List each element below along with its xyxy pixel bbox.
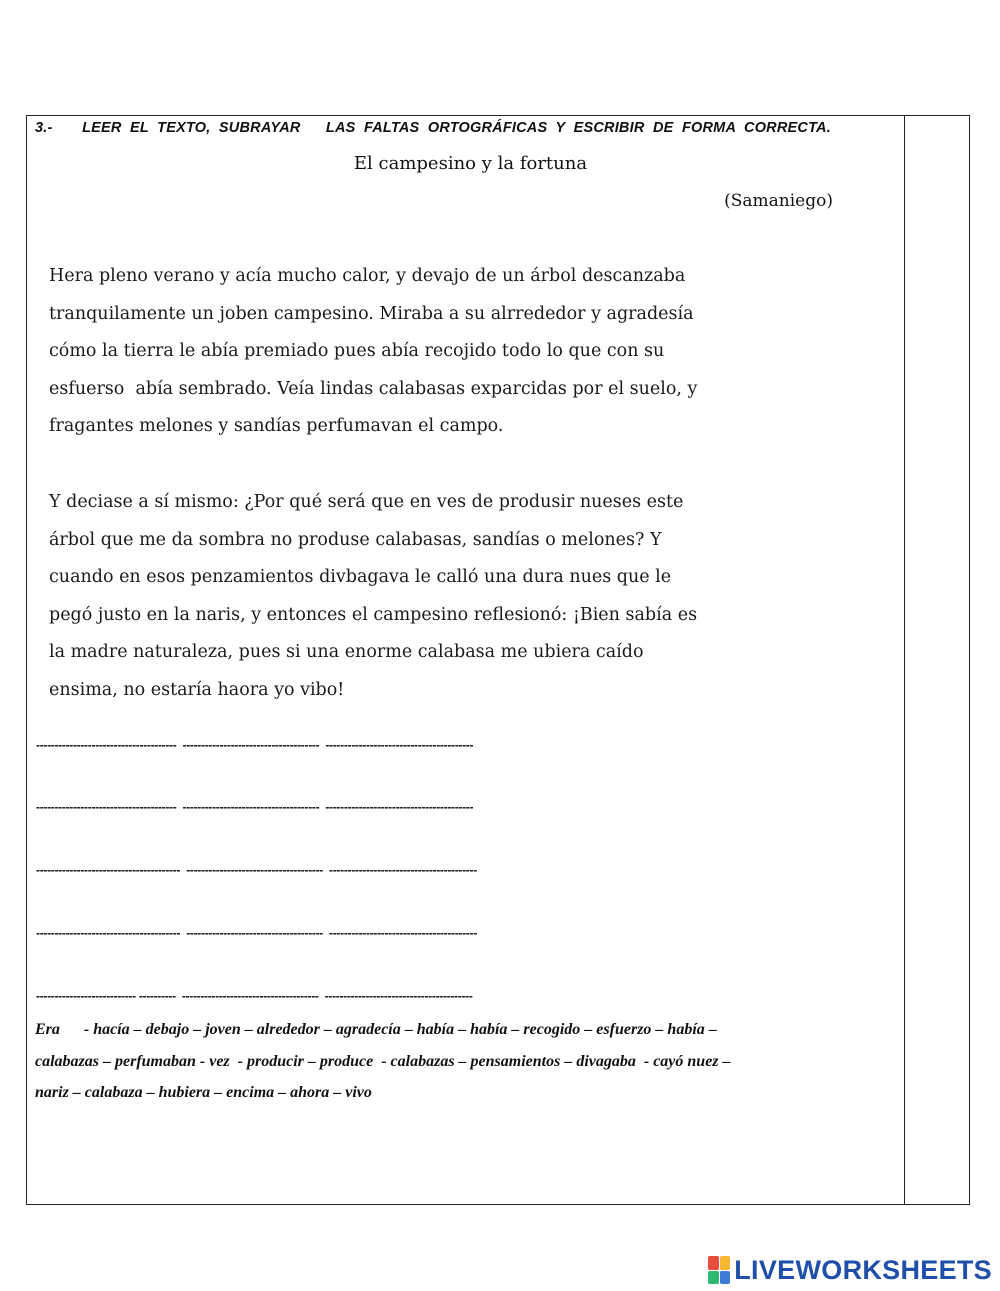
paragraph-line: Hera pleno verano y acía mucho calor, y devajo de un árbol descanzaba — [49, 266, 686, 286]
paragraph-line: árbol que me da sombra no produse calabasas, sandías o melones? Y — [49, 529, 662, 550]
paragraph-line: ensima, no estaría haora yo vibo! — [49, 679, 345, 700]
liveworksheets-logo-icon — [708, 1256, 730, 1284]
side-column-divider — [904, 116, 905, 1204]
paragraph-line: esfuerso abía sembrado. Veía lindas calabasas exparcidas por el suelo, y — [49, 378, 698, 399]
liveworksheets-brand — [708, 1252, 992, 1288]
corrected-words-line: nariz – calabaza – hubiera – encima – ahora – vivo — [35, 1084, 372, 1101]
story-author: (Samaniego) — [724, 191, 833, 211]
paragraph-line: Y deciase a sí mismo: ¿Por qué será que en ves de produsir nueses este — [49, 492, 684, 512]
worksheet-table — [26, 115, 970, 1205]
answer-line: --------------------------- ---------- ------------------------------------- ---------------------------------------- — [36, 989, 473, 1003]
instruction-heading: 3.- LEER EL TEXTO, SUBRAYAR LAS FALTAS ORTOGRÁFICAS Y ESCRIBIR DE FORMA CORRECTA. — [35, 120, 831, 136]
answer-line: -------------------------------------- ------------------------------------- ---------------------------------------- — [36, 738, 474, 752]
paragraph-line: fragantes melones y sandías perfumavan el campo. — [49, 416, 504, 437]
corrected-words — [35, 1014, 901, 1109]
answer-line: --------------------------------------- ------------------------------------- ---------------------------------------- — [36, 926, 477, 940]
brand-name: LIVEWORKSHEETS — [734, 1254, 992, 1285]
story-paragraph-2 — [49, 484, 849, 710]
answer-line: --------------------------------------- ------------------------------------- ---------------------------------------- — [36, 863, 477, 877]
paragraph-line: cómo la tierra le abía premiado pues abía recojido todo lo que con su — [49, 341, 665, 362]
story-title: El campesino y la fortuna — [353, 153, 588, 174]
answer-line: -------------------------------------- ------------------------------------- ---------------------------------------- — [36, 800, 474, 814]
corrected-words-line: calabazas – perfumaban - vez - producir – produce - calabazas – pensamientos – divagaba - cayó nuez – — [35, 1052, 731, 1070]
story-paragraph-1 — [49, 258, 849, 446]
corrected-words-line: Era - hacía – debajo – joven – alrededor – agradecía – había – había – recogido – esfuerzo – había – — [35, 1021, 717, 1038]
paragraph-line: pegó justo en la naris, y entonces el campesino reflesionó: ¡Bien sabía es — [49, 604, 698, 625]
paragraph-line: la madre naturaleza, pues si una enorme calabasa me ubiera caído — [49, 642, 644, 663]
paragraph-line: cuando en esos penzamientos divbagava le calló una dura nues que le — [49, 567, 672, 588]
paragraph-line: tranquilamente un joben campesino. Miraba a su alrrededor y agradesía — [49, 303, 694, 324]
